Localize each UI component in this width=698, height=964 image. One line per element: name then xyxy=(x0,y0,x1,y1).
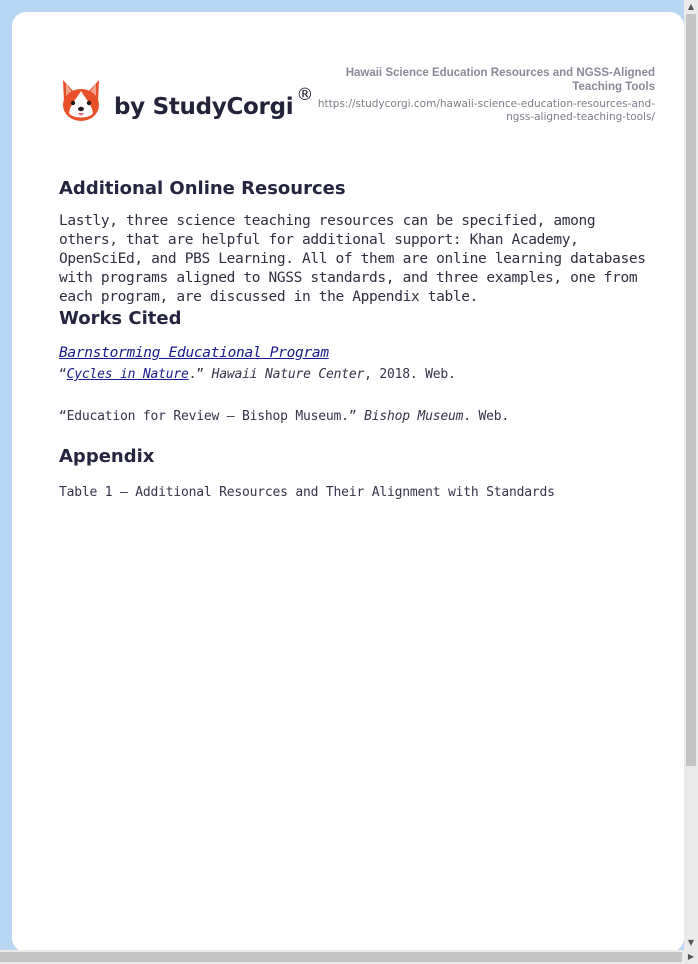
vertical-scroll-thumb[interactable] xyxy=(686,14,696,766)
appendix-heading: Appendix xyxy=(59,446,155,467)
registered-mark: ® xyxy=(296,85,314,105)
arrow-up-icon[interactable]: ▲ xyxy=(687,2,695,11)
brand-name: by StudyCorgi ® xyxy=(114,85,314,120)
citation-quote: “ xyxy=(59,367,67,382)
studycorgi-logo[interactable] xyxy=(60,78,313,124)
table-caption: Table 1 – Additional Resources and Their Alignment with Standards xyxy=(59,485,555,500)
document-title: Hawaii Science Education Resources and NGSS-Aligned Teaching Tools xyxy=(345,67,655,93)
document-page xyxy=(12,12,684,952)
citation-source: Bishop Museum xyxy=(364,409,464,424)
citation-bishop-museum xyxy=(59,408,659,425)
citation-tail: , 2018. Web. xyxy=(364,367,456,382)
arrow-right-icon[interactable]: ▶ xyxy=(687,952,695,961)
citation-link-barnstorming[interactable]: Barnstorming Educational Program xyxy=(59,345,329,361)
arrow-down-icon[interactable]: ▼ xyxy=(687,938,695,947)
horizontal-scroll-thumb[interactable] xyxy=(0,952,682,962)
vertical-scrollbar[interactable] xyxy=(684,0,698,950)
works-cited-heading: Works Cited xyxy=(59,308,182,329)
citation-punct: .” xyxy=(188,367,212,382)
citation-cycles-in-nature xyxy=(59,366,659,383)
citation-link-cycles-in-nature[interactable]: Cycles in Nature xyxy=(66,367,189,382)
horizontal-scrollbar[interactable] xyxy=(0,950,698,964)
section-heading-additional-resources: Additional Online Resources xyxy=(59,178,346,199)
citation-source: Hawaii Nature Center xyxy=(211,367,365,382)
document-header xyxy=(305,66,655,124)
section-paragraph: Lastly, three science teaching resources can be specified, among others, that are helpful for additional support: Khan Academy, OpenSciEd, and PBS Learning. All of them are online learning databases with programs aligned to NGSS standards, and three examples, one from each program, are discussed in the Appendix table. xyxy=(59,213,646,305)
corgi-logo-icon xyxy=(60,78,102,124)
document-body xyxy=(59,178,659,501)
document-url[interactable]: https://studycorgi.com/hawaii-science-education-resources-and-ngss-aligned-teaching-tools/ xyxy=(317,98,655,123)
citation-tail: . Web. xyxy=(463,409,509,424)
citation-title: “Education for Review – Bishop Museum.” xyxy=(59,409,365,424)
